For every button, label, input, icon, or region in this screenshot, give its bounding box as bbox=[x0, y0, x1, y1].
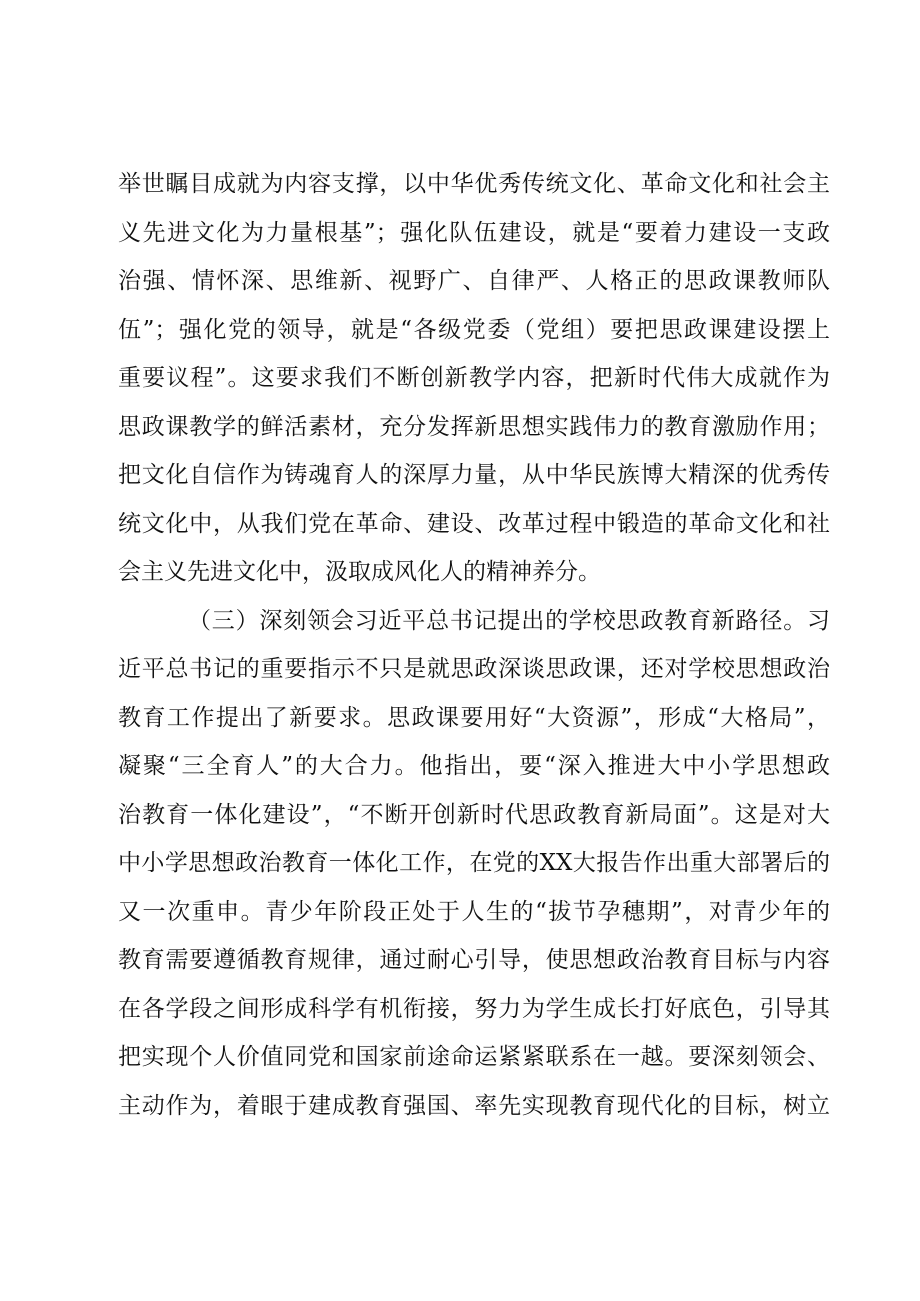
text-line: 又一次重申。青少年阶段正处于人生的“拔节孕穗期”，对青少年的 bbox=[118, 898, 830, 925]
text-line: 把实现个人价值同党和国家前途命运紧紧联系在一越。要深刻领会、 bbox=[118, 1044, 830, 1070]
text-line: 义先进文化为力量根基”；强化队伍建设，就是“要着力建设一支政 bbox=[118, 219, 830, 246]
text-line: 近平总书记的重要指示不只是就思政深谈思政课，还对学校思想政治 bbox=[118, 656, 830, 682]
text-line: 重要议程”。这要求我们不断创新教学内容，把新时代伟大成就作为 bbox=[118, 365, 830, 391]
text-line: 在各学段之间形成科学有机衔接，努力为学生成长打好底色，引导其 bbox=[118, 995, 830, 1022]
body-text bbox=[118, 160, 830, 1130]
text-line: 举世瞩目成就为内容支撑，以中华优秀传统文化、革命文化和社会主 bbox=[118, 171, 830, 197]
text-line: 治教育一体化建设”，“不断开创新时代思政教育新局面”。这是对大 bbox=[118, 801, 830, 828]
section-heading-line: （三）深刻领会习近平总书记提出的学校思政教育新路径。习 bbox=[188, 607, 830, 634]
text-line: 统文化中，从我们党在革命、建设、改革过程中锻造的革命文化和社 bbox=[118, 510, 830, 537]
text-line: 教育需要遵循教育规律，通过耐心引导，使思想政治教育目标与内容 bbox=[118, 947, 830, 973]
text-line: 治强、情怀深、思维新、视野广、自律严、人格正的思政课教师队 bbox=[118, 268, 830, 294]
text-line: 中小学思想政治教育一体化工作，在党的XX大报告作出重大部署后的 bbox=[118, 850, 830, 876]
text-line: 伍”；强化党的领导，就是“各级党委（党组）要把思政课建设摆上 bbox=[118, 316, 830, 343]
text-line: 主动作为，着眼于建成教育强国、率先实现教育现代化的目标，树立 bbox=[118, 1092, 830, 1119]
paragraph-last-line: 会主义先进文化中，汲取成风化人的精神养分。 bbox=[118, 559, 601, 585]
text-line: 把文化自信作为铸魂育人的深厚力量，从中华民族博大精深的优秀传 bbox=[118, 462, 830, 488]
text-line: 思政课教学的鲜活素材，充分发挥新思想实践伟力的教育激励作用； bbox=[118, 413, 830, 440]
text-line: 教育工作提出了新要求。思政课要用好“大资源”，形成“大格局”， bbox=[118, 704, 830, 731]
text-line: 凝聚“三全育人”的大合力。他指出，要“深入推进大中小学思想政 bbox=[118, 753, 830, 779]
